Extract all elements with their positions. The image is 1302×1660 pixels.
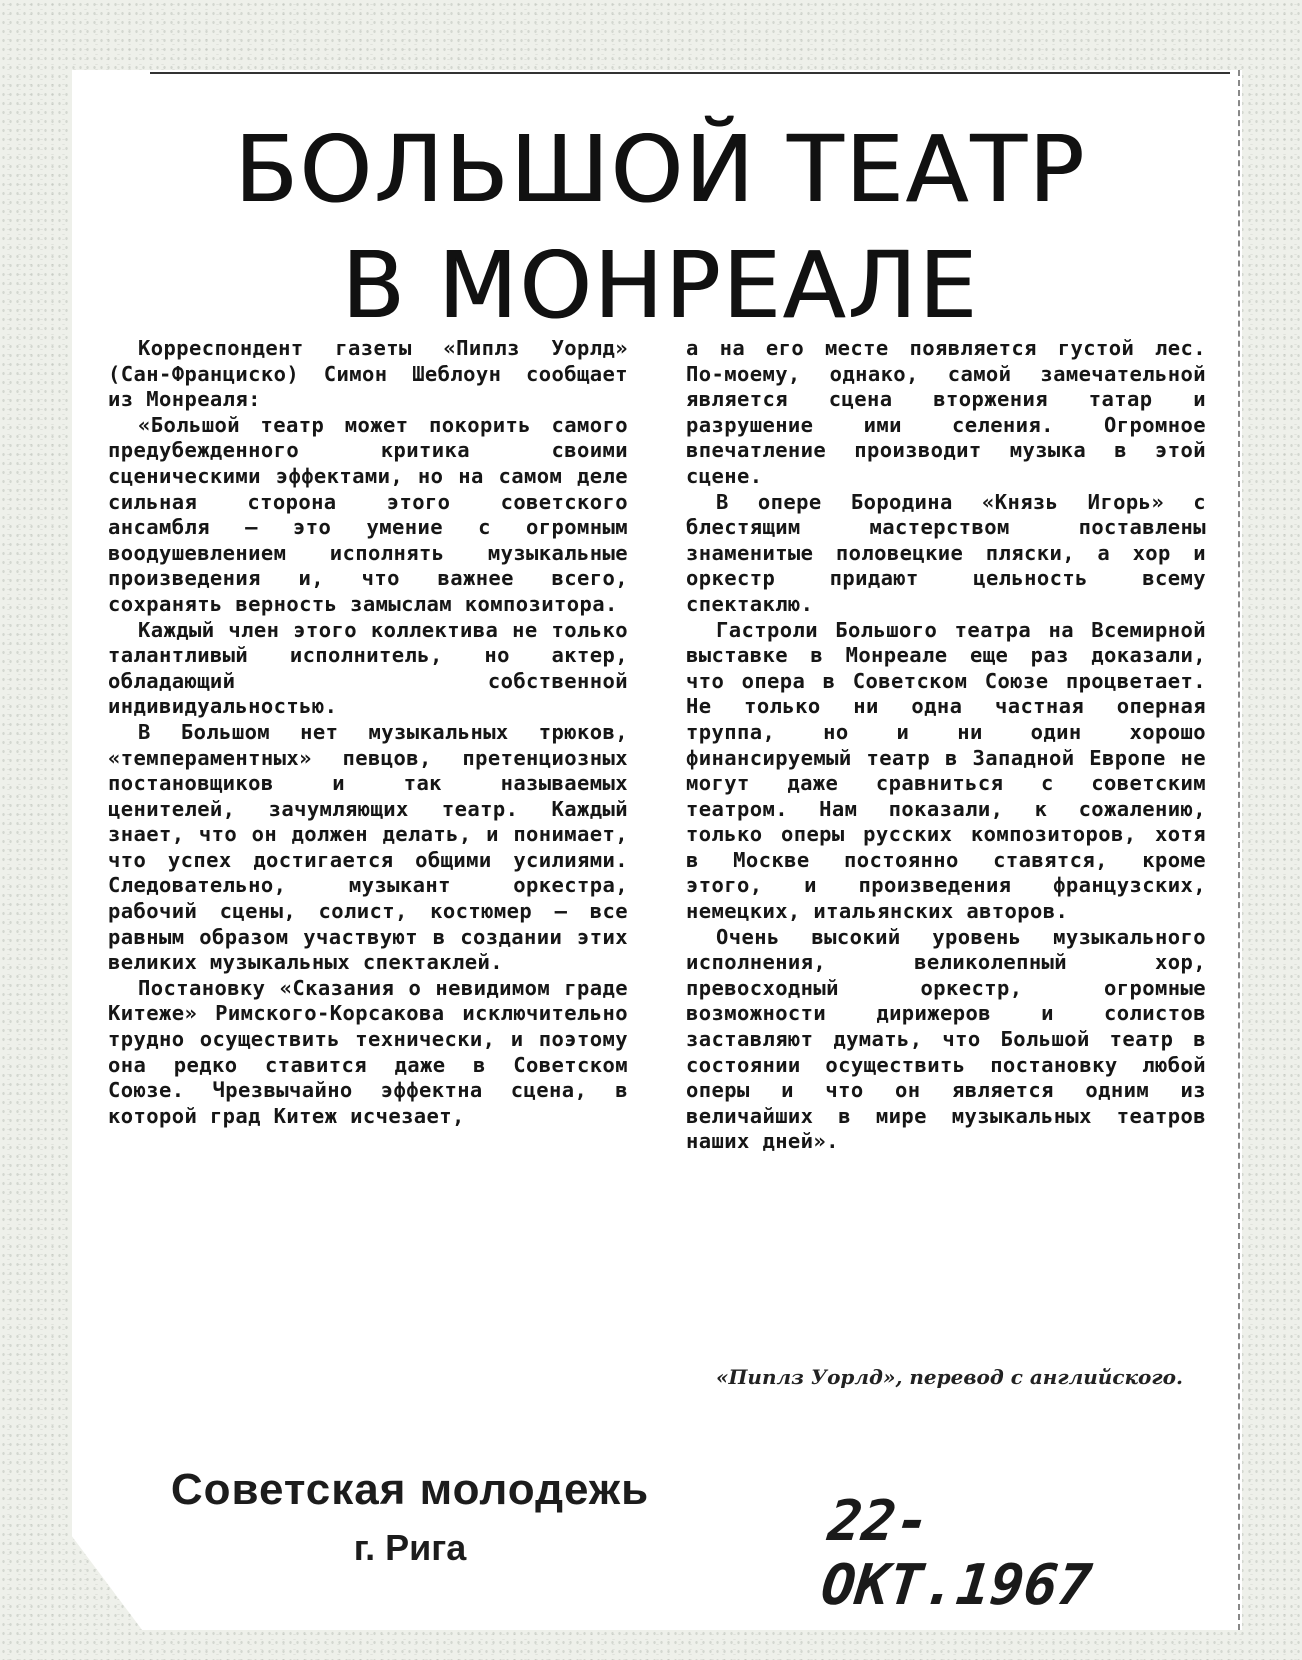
article-paragraph: а на его месте появляется густой лес. По-моему, однако, самой замечательной является сцена вторжения татар и разрушение ими селения. Огромное впечатление производит музыка в этой сцене. (686, 336, 1206, 488)
torn-edge (1238, 70, 1240, 1630)
stamp-newspaper-name: Советская молодежь (170, 1465, 650, 1514)
article-paragraph: В Большом нет музыкальных трюков, «темпераментных» певцов, претенциозных постановщиков и так называемых ценителей, зачумляющих театр. Каждый знает, что он должен делать, и понимает, что успех достигается общими усилиями. Следовательно, музыкант оркестра, рабочий сцены, солист, костюмер — все равным образом участвуют в создании этих великих музыкальных спектаклей. (108, 719, 628, 975)
date-stamp: 22-ОКТ.1967 (818, 1489, 1095, 1618)
article-source-signature: «Пиплз Уорлд», перевод с английского. (716, 1365, 1183, 1389)
article-column-right (686, 336, 1206, 1155)
article-paragraph: «Большой театр может покорить самого предубежденного критика своими сценическими эффектами, но на самом деле сильная сторона этого советского ансамбля — это умение с огромным воодушевлением исполнять музыкальные произведения и, что важнее всего, сохранять верность замыслам композитора. (108, 412, 628, 616)
article-paragraph: Каждый член этого коллектива не только талантливый исполнитель, но актер, обладающий собственной индивидуальностью. (108, 617, 628, 719)
article-paragraph: Корреспондент газеты «Пиплз Уорлд» (Сан-Франциско) Симон Шеблоун сообщает из Монреаля: (108, 336, 628, 412)
stamp-city: г. Рига (353, 1527, 467, 1568)
article-paragraph: В опере Бородина «Князь Игорь» с блестящим мастерством поставлены знаменитые половецкие пляски, а хор и оркестр придают цельность всему спектаклю. (686, 489, 1206, 616)
headline (150, 112, 1170, 344)
headline-line-1: БОЛЬШОЙ ТЕАТР (234, 116, 1086, 223)
article-column-left (108, 336, 628, 1129)
headline-line-2: В МОНРЕАЛЕ (341, 232, 979, 339)
article-paragraph: Очень высокий уровень музыкального исполнения, великолепный хор, превосходный оркестр, огромные возможности дирижеров и солистов заставляют думать, что Большой театр в состоянии осуществить постановку любой оперы и что он является одним из величайших в мире музыкальных театров наших дней». (686, 924, 1206, 1154)
article-paragraph: Гастроли Большого театра на Всемирной выставке в Монреале еще раз доказали, что опера в Советском Союзе процветает. Не только ни одна частная оперная труппа, но и ни один хорошо финансируемый театр в Западной Европе не могут даже сравниться с советским театром. Нам показали, к сожалению, только оперы русских композиторов, хотя в Москве постоянно ставятся, кроме этого, и произведения французских, немецких, итальянских авторов. (686, 617, 1206, 924)
top-rule (150, 72, 1230, 74)
source-stamp (150, 1462, 670, 1572)
article-paragraph: Постановку «Сказания о невидимом граде Китеже» Римского-Корсакова исключительно трудно осуществить технически, и поэтому она редко ставится даже в Советском Союзе. Чрезвычайно эффектна сцена, в которой град Китеж исчезает, (108, 975, 628, 1128)
